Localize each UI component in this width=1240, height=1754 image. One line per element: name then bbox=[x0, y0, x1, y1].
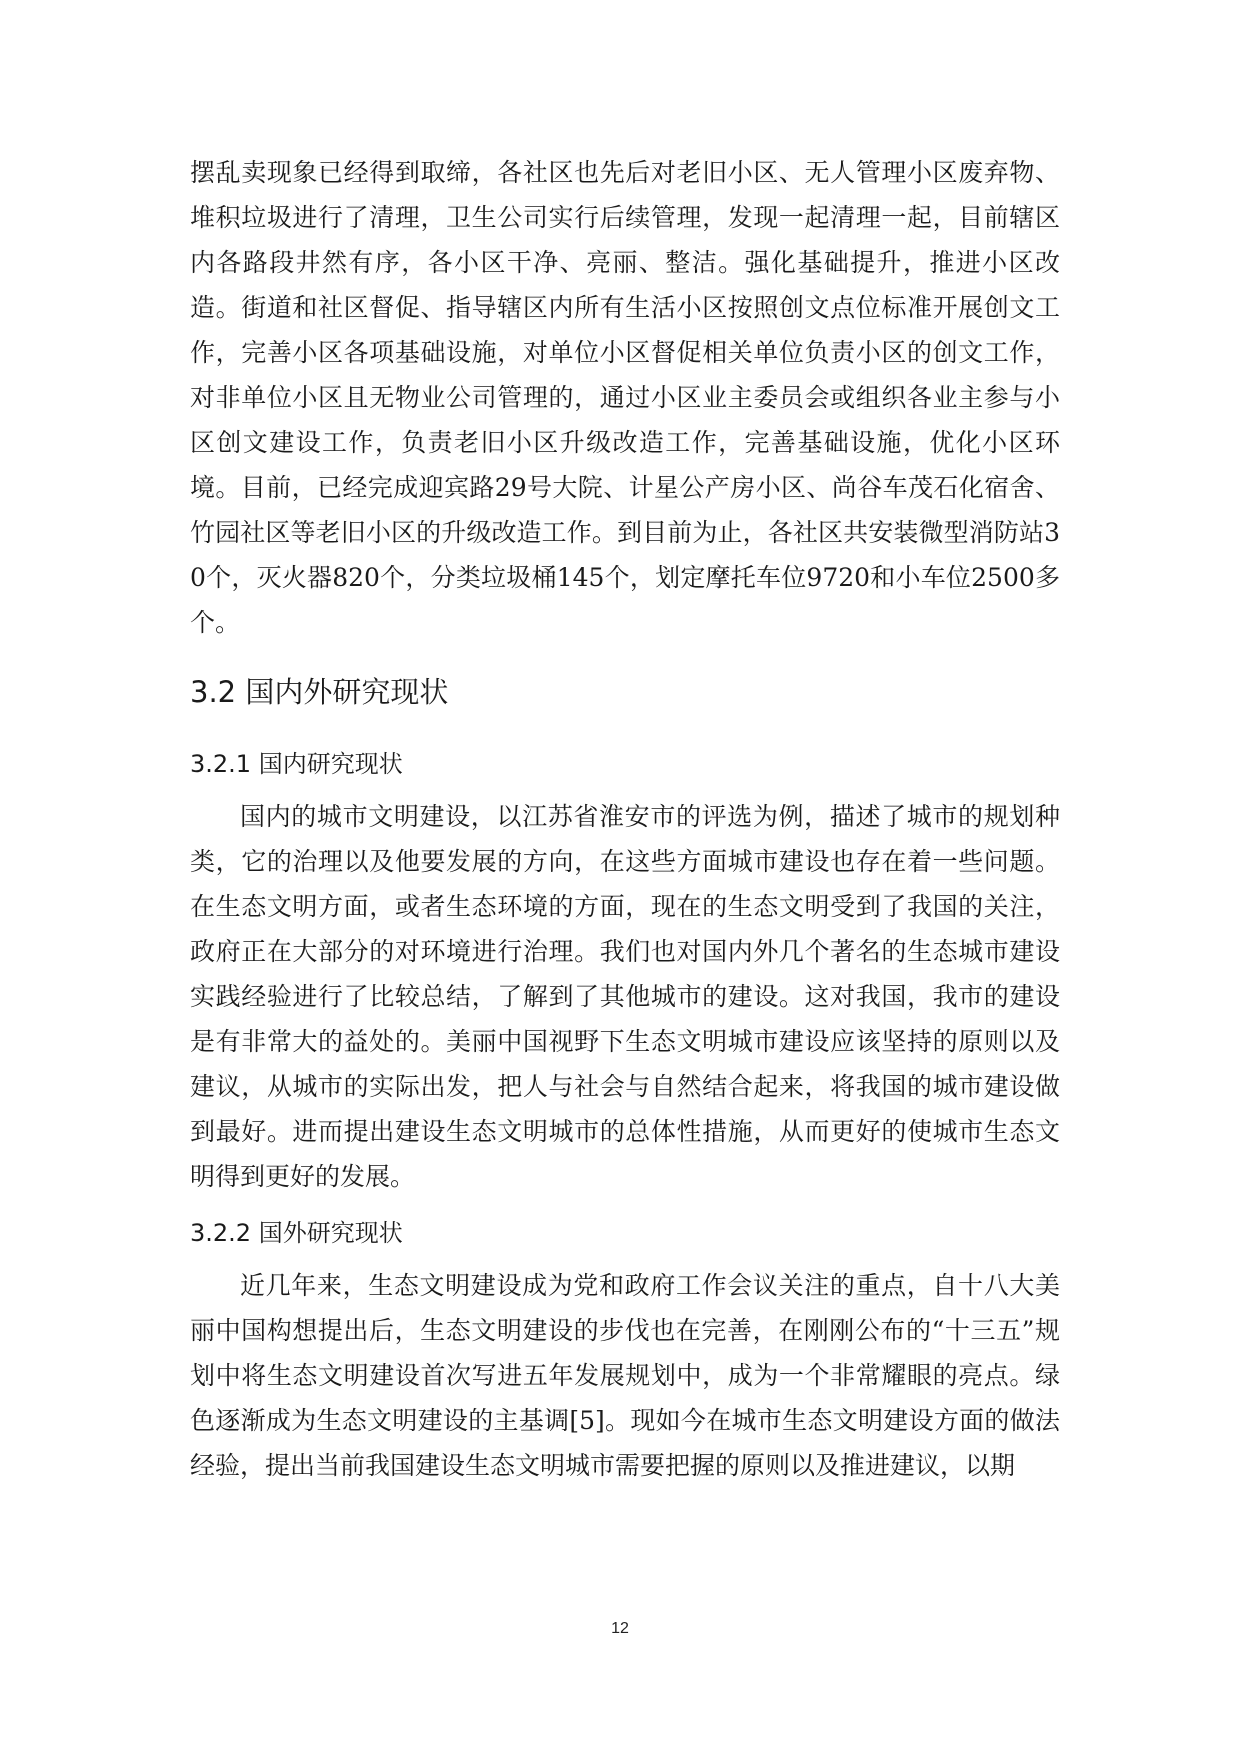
page-number: 12 bbox=[611, 1620, 629, 1637]
document-body bbox=[190, 150, 1060, 1488]
subsection-heading-3-2-2: 3.2.2 国外研究现状 bbox=[190, 1219, 403, 1247]
paragraph-continuation: 摆乱卖现象已经得到取缔，各社区也先后对老旧小区、无人管理小区废弃物、堆积垃圾进行了清理，卫生公司实行后续管理，发现一起清理一起，目前辖区内各路段井然有序，各小区干净、亮丽、整洁。强化基础提升，推进小区改造。街道和社区督促、指导辖区内所有生活小区按照创文点位标准开展创文工作，完善小区各项基础设施，对单位小区督促相关单位负责小区的创文工作，对非单位小区且无物业公司管理的，通过小区业主委员会或组织各业主参与小区创文建设工作，负责老旧小区升级改造工作，完善基础设施，优化小区环境。目前，已经完成迎宾路29号大院、计星公产房小区、尚谷车茂石化宿舍、竹园社区等老旧小区的升级改造工作。到目前为止，各社区共安装微型消防站30个，灭火器820个，分类垃圾桶145个，划定摩托车位9720和小车位2500多个。 bbox=[190, 158, 1060, 637]
paragraph-foreign-research: 近几年来，生态文明建设成为党和政府工作会议关注的重点，自十八大美丽中国构想提出后，生态文明建设的步伐也在完善，在刚刚公布的“十三五”规划中将生态文明建设首次写进五年发展规划中，成为一个非常耀眼的亮点。绿色逐渐成为生态文明建设的主基调[5]。现如今在城市生态文明建设方面的做法经验，提出当前我国建设生态文明城市需要把握的原则以及推进建议，以期 bbox=[190, 1271, 1060, 1480]
paragraph-domestic-research: 国内的城市文明建设，以江苏省淮安市的评选为例，描述了城市的规划种类，它的治理以及他要发展的方向，在这些方面城市建设也存在着一些问题。在生态文明方面，或者生态环境的方面，现在的生态文明受到了我国的关注，政府正在大部分的对环境进行治理。我们也对国内外几个著名的生态城市建设实践经验进行了比较总结，了解到了其他城市的建设。这对我国，我市的建设是有非常大的益处的。美丽中国视野下生态文明城市建设应该坚持的原则以及建议，从城市的实际出发，把人与社会与自然结合起来，将我国的城市建设做到最好。进而提出建设生态文明城市的总体性措施，从而更好的使城市生态文明得到更好的发展。 bbox=[190, 802, 1060, 1191]
subsection-heading-3-2-1: 3.2.1 国内研究现状 bbox=[190, 750, 403, 778]
section-heading-3-2: 3.2 国内外研究现状 bbox=[190, 675, 449, 709]
